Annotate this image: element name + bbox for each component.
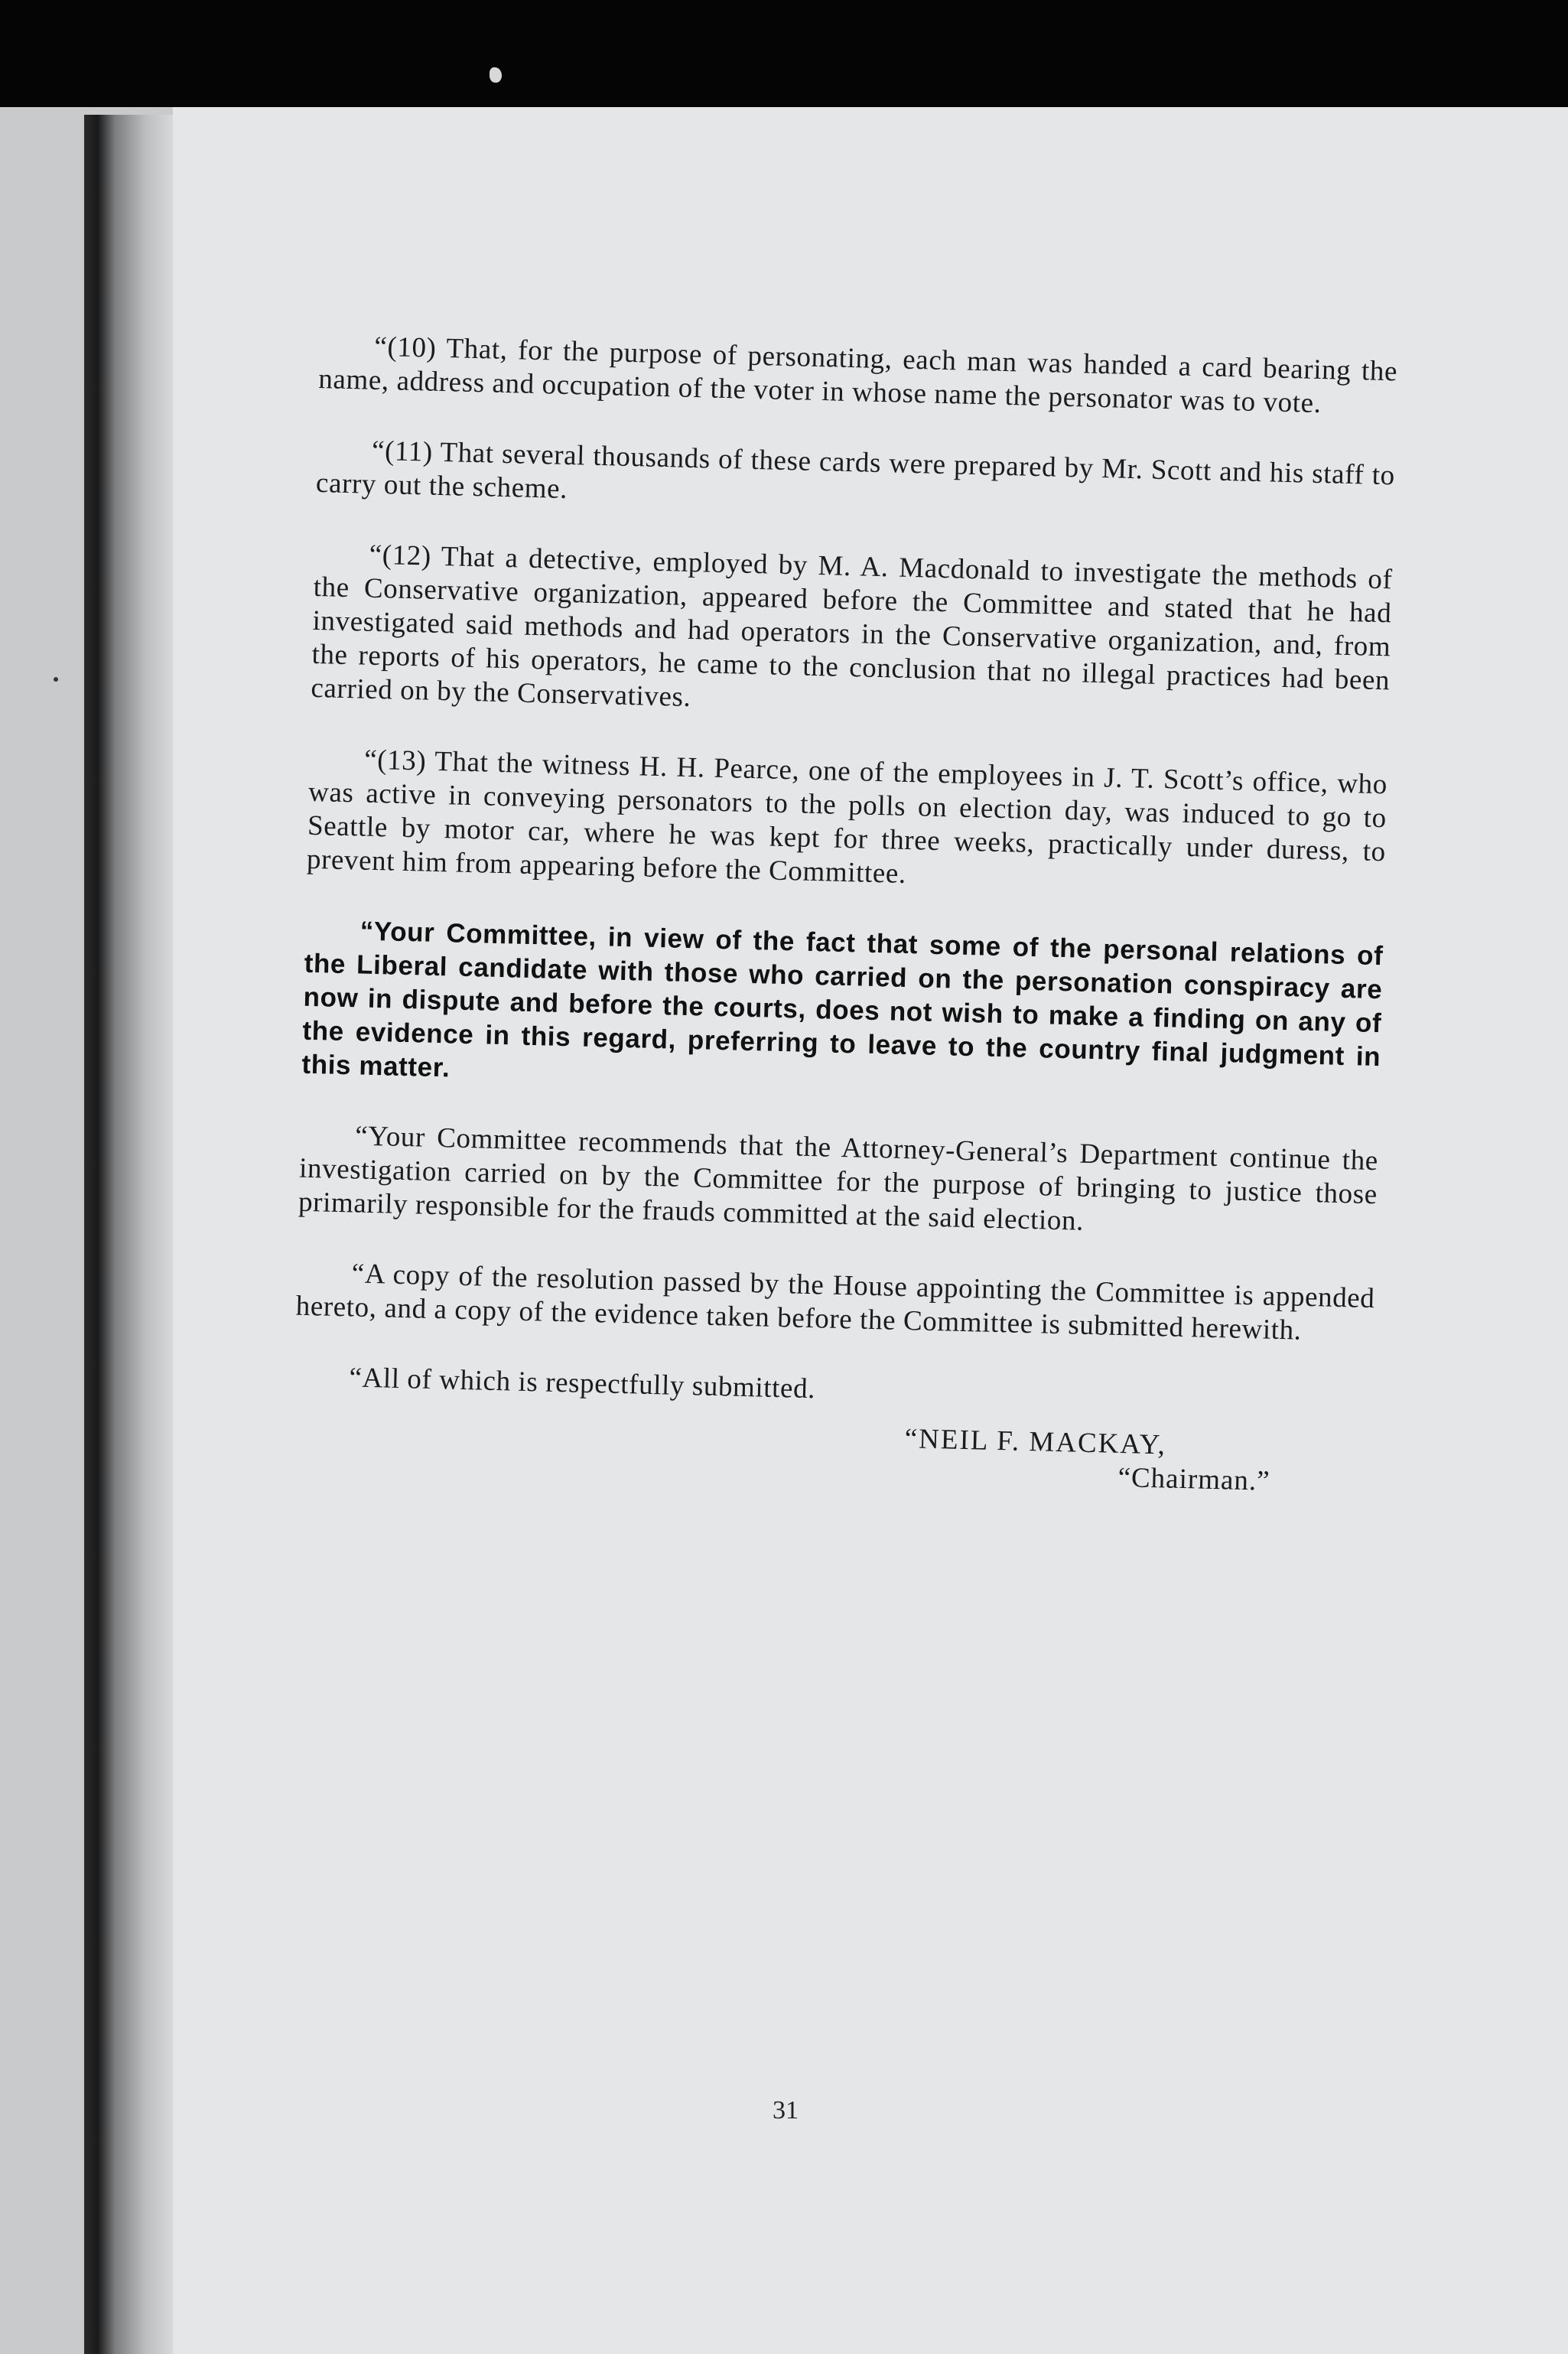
paragraph-11: “(11) That several thousands of these cards were prepared by Mr. Scott and his staff to carry out the scheme.: [315, 435, 1396, 505]
paragraph-13: “(13) That the witness H. H. Pearce, one of the employees in J. T. Scott’s office, who was active in conveying personators to the polls on election day, was induced to go to Seattle by motor car, where he was kept for three weeks, practically under duress, to prevent him from appearing before the Committee.: [306, 744, 1388, 890]
signature-name: “NEIL F. MACKAY,: [904, 1423, 1167, 1461]
paragraph-10: “(10) That, for the purpose of personating, each man was handed a card bearing the name, address and occupation of the voter in whose name the personator was to vote.: [317, 330, 1398, 420]
recommendation-paragraph: “Your Committee recommends that the Attorney-General’s Department continue the investigation carried on by the Committee for the purpose of bringing to justice those primarily responsible for the frauds committed at the said election.: [298, 1120, 1379, 1237]
margin-mark: [54, 677, 58, 682]
binding-shadow: [84, 115, 174, 2354]
page-number: 31: [773, 2096, 799, 2124]
scan-speck: [490, 67, 502, 83]
paragraph-12: “(12) That a detective, employed by M. A. Macdonald to investigate the methods of the Conservative organization, appeared before the Committee and stated that he had investigated said methods and had operators in the Conservative organization, and, from the reports of his operators, he came to the conclusion that no illegal practices had been carried on by the Conservatives.: [311, 539, 1393, 713]
committee-finding-paragraph: “Your Committee, in view of the fact that some of the personal relations of the Liberal candidate with those who carried on the personation conspiracy are now in dispute and before the courts, does not wish to make a finding on any of the evidence in this regard, preferring to leave to the country final judgment in this matter.: [301, 916, 1384, 1083]
page-text: [291, 329, 1397, 1501]
scan-top-border: [0, 0, 1568, 122]
closing-paragraph: “All of which is respectfully submitted.: [349, 1362, 816, 1405]
appendix-paragraph: “A copy of the resolution passed by the House appointing the Committee is appended hereto, and a copy of the evidence taken before the Committee is submitted herewith.: [295, 1258, 1375, 1346]
signature-title: “Chairman.”: [1117, 1461, 1271, 1497]
